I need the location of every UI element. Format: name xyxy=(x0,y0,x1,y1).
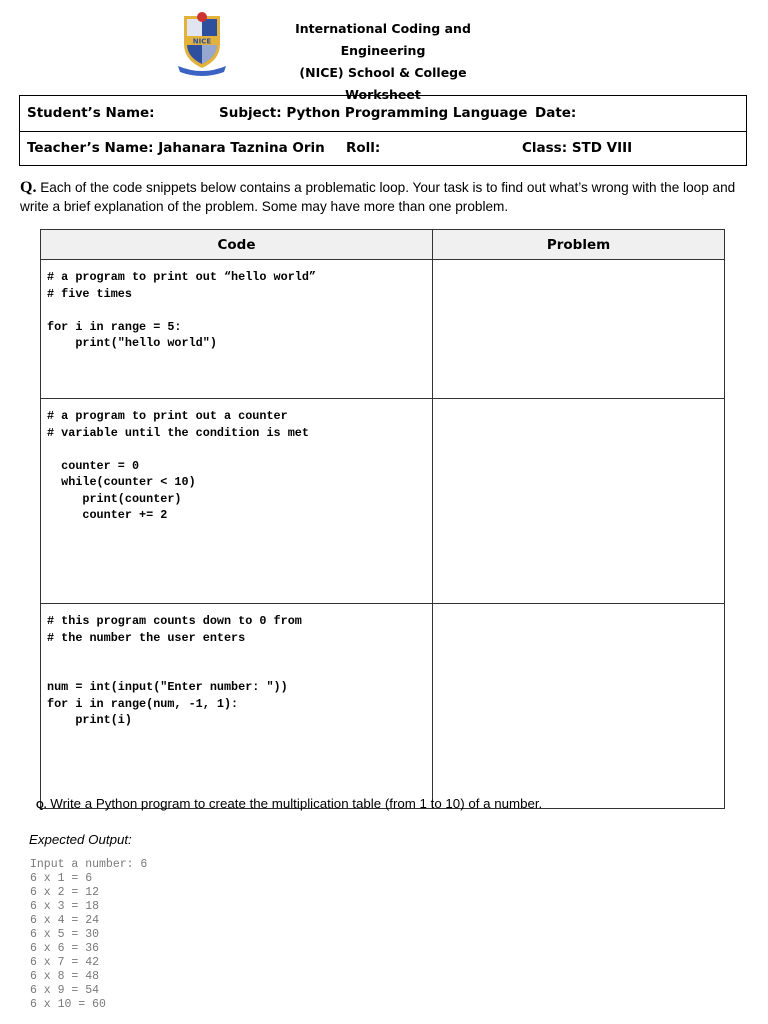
svg-text:NICE: NICE xyxy=(192,37,212,46)
question-1-text: Each of the code snippets below contains a problematic loop. Your task is to find out what’s wrong with the loop and write a brief explanation of the problem. Some may have more than one problem. xyxy=(20,180,736,214)
info-row-1 xyxy=(20,96,746,132)
code-cell xyxy=(41,399,433,604)
question-1 xyxy=(20,178,760,216)
table-row xyxy=(41,260,725,399)
problem-column-header: Problem xyxy=(433,230,725,260)
expected-output-block: Input a number: 6 6 x 1 = 6 6 x 2 = 12 6 x 3 = 18 6 x 4 = 24 6 x 5 = 30 6 x 6 = 36 6 x 7 = 42 6 x 8 = 48 6 x 9 = 54 6 x 10 = 60 xyxy=(30,858,148,1011)
worksheet-header xyxy=(0,0,768,102)
question-2 xyxy=(28,795,548,815)
school-name-line1: International Coding and Engineering xyxy=(295,21,471,58)
subject-label: Subject: Python Programming Language xyxy=(219,105,528,121)
student-name-label: Student’s Name: xyxy=(27,105,155,121)
table-row xyxy=(41,399,725,604)
table-row xyxy=(41,604,725,809)
code-snippet-3: # this program counts down to 0 from # the number the user enters num = int(input("Enter number: ")) for i in range(num, -1, 1): print(i) xyxy=(47,614,302,727)
info-row-2 xyxy=(20,131,746,166)
code-problem-table xyxy=(40,229,725,809)
problem-answer-cell[interactable] xyxy=(433,399,725,604)
date-label: Date: xyxy=(535,105,577,121)
question-2-text: Write a Python program to create the multiplication table (from 1 to 10) of a number. xyxy=(50,796,543,811)
code-column-header: Code xyxy=(41,230,433,260)
worksheet-title: Worksheet xyxy=(345,87,421,102)
question-1-marker: Q. xyxy=(20,179,37,196)
school-name-line2: (NICE) School & College xyxy=(299,65,467,80)
problem-answer-cell[interactable] xyxy=(433,604,725,809)
code-cell xyxy=(41,260,433,399)
teacher-name: Teacher’s Name: Jahanara Taznina Orin xyxy=(27,140,325,156)
school-name xyxy=(258,18,508,106)
school-crest-logo xyxy=(176,10,228,76)
code-snippet-2: # a program to print out a counter # variable until the condition is met counter = 0 while(counter < 10) print(counter) counter += 2 xyxy=(47,409,309,522)
roll-label: Roll: xyxy=(346,140,381,156)
student-info-box xyxy=(19,95,747,166)
problem-answer-cell[interactable] xyxy=(433,260,725,399)
table-header-row xyxy=(41,230,725,260)
expected-output-label: Expected Output: xyxy=(29,832,132,847)
code-snippet-1: # a program to print out “hello world” # five times for i in range = 5: print("hello world") xyxy=(47,270,317,350)
code-cell xyxy=(41,604,433,809)
class-label: Class: STD VIII xyxy=(522,140,633,156)
question-2-marker: Q. xyxy=(36,800,47,811)
